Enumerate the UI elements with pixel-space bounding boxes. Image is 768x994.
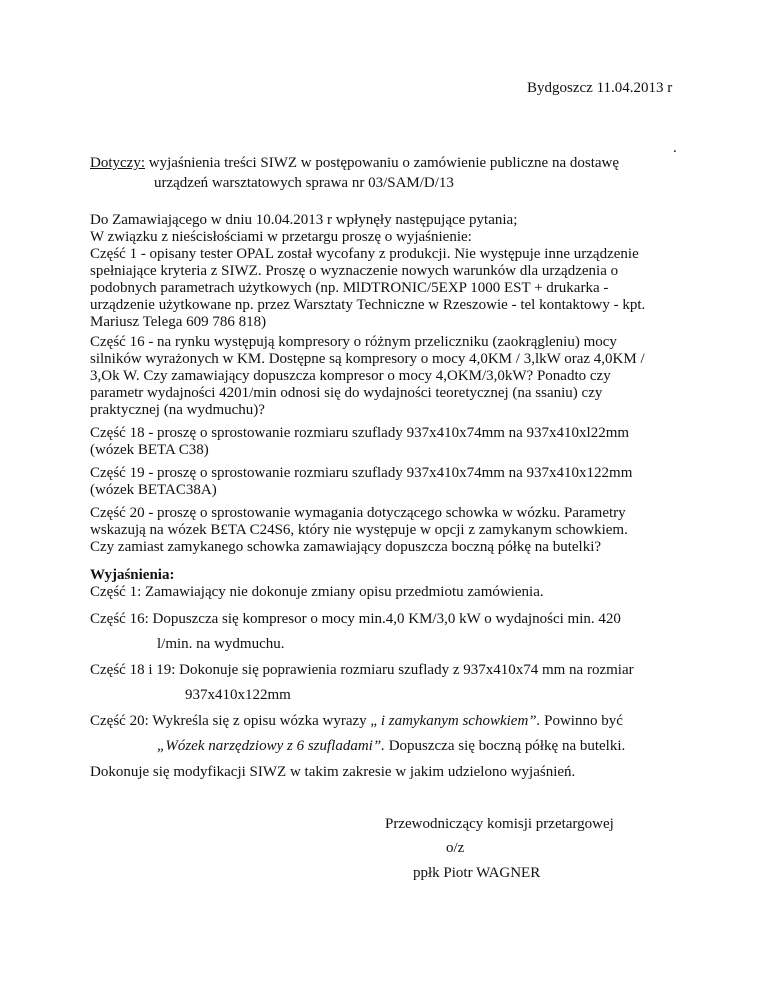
answer-part-18-line-1: Część 18 i 19: Dokonuje się poprawienia rozmiaru szuflady z 937x410x74 mm na rozmiar bbox=[90, 662, 634, 678]
intro-line: spełniające kryteria z SIWZ. Proszę o wyznaczenie nowych warunków dla urządzenia o bbox=[90, 263, 619, 279]
question-line: Część 16 - na rynku występują kompresory o różnym przeliczniku (zaokrągleniu) mocy bbox=[90, 334, 617, 350]
answer-20-text-d: Dopuszcza się boczną półkę na butelki. bbox=[384, 738, 626, 754]
signature-name: ppłk Piotr WAGNER bbox=[413, 865, 541, 881]
question-line: (wózek BETA C38) bbox=[90, 442, 209, 458]
answers-heading: Wyjaśnienia: bbox=[90, 567, 175, 583]
question-line: Część 19 - proszę o sprostowanie rozmiaru szuflady 937x410x74mm na 937x410x122mm bbox=[90, 465, 633, 481]
document-date: Bydgoszcz 11.04.2013 r bbox=[527, 80, 673, 96]
final-statement: Dokonuje się modyfikacji SIWZ w takim zakresie w jakim udzielono wyjaśnień. bbox=[90, 764, 576, 780]
answer-part-1: Część 1: Zamawiający nie dokonuje zmiany opisu przedmiotu zamówienia. bbox=[90, 584, 544, 600]
subject-text-2: urządzeń warsztatowych sprawa nr 03/SAM/D/13 bbox=[154, 175, 454, 191]
answer-part-20-line-2 bbox=[157, 738, 625, 755]
subject-line bbox=[90, 155, 619, 171]
answer-20-text-c: Powinno być bbox=[540, 713, 623, 729]
subject-text-1: wyjaśnienia treści SIWZ w postępowaniu o zamówienie publiczne na dostawę bbox=[144, 155, 620, 171]
intro-line: urządzenie użytkowane np. przez Warsztaty Techniczne w Rzeszowie - tel kontaktowy - kpt. bbox=[90, 297, 646, 313]
question-line: 3,Ok W. Czy zamawiający dopuszcza kompresor o mocy 4,OKM/3,0kW? Ponadto czy bbox=[90, 368, 611, 384]
signature-oz: o/z bbox=[446, 840, 465, 856]
intro-line: Część 1 - opisany tester OPAL został wycofany z produkcji. Nie występuje inne urządzenie bbox=[90, 246, 639, 262]
stray-dot: . bbox=[673, 140, 677, 156]
answer-20-text-a: Część 20: Wykreśla się z opisu wózka wyrazy „ bbox=[90, 713, 381, 729]
question-line: silników wyrażonych w KM. Dostępne są kompresory o mocy 4,0KM / 3,lkW oraz 4,0KM / bbox=[90, 351, 645, 367]
answer-part-20-line-1 bbox=[90, 713, 623, 729]
answer-20-cart-name: „Wózek narzędziowy z 6 szufladami”. bbox=[157, 738, 385, 754]
intro-line: Do Zamawiającego w dniu 10.04.2013 r wpłynęły następujące pytania; bbox=[90, 212, 518, 228]
answer-part-18-line-2: 937x410x122mm bbox=[185, 687, 291, 703]
signature-role: Przewodniczący komisji przetargowej bbox=[385, 816, 614, 832]
question-line: praktycznej (na wydmuchu)? bbox=[90, 402, 265, 418]
question-line: (wózek BETAC38A) bbox=[90, 482, 217, 498]
intro-line: Mariusz Telega 609 786 818) bbox=[90, 314, 267, 330]
answer-part-16-line-2: l/min. na wydmuchu. bbox=[157, 636, 285, 652]
intro-line: W związku z nieścisłościami w przetargu proszę o wyjaśnienie: bbox=[90, 229, 472, 245]
answer-part-16-line-1: Część 16: Dopuszcza się kompresor o mocy min.4,0 KM/3,0 kW o wydajności min. 420 bbox=[90, 611, 621, 627]
question-line: Czy zamiast zamykanego schowka zamawiający dopuszcza boczną półkę na butelki? bbox=[90, 539, 602, 555]
question-line: wskazują na wózek B£TA C24S6, który nie występuje w opcji z zamykanym schowkiem. bbox=[90, 522, 628, 538]
question-line: Część 20 - proszę o sprostowanie wymagania dotyczącego schowka w wózku. Parametry bbox=[90, 505, 626, 521]
question-line: parametr wydajności 4201/min odnosi się do wydajności teoretycznej (na ssaniu) czy bbox=[90, 385, 603, 401]
intro-line: podobnych parametrach użytkowych (np. MlDTRONIC/5EXP 1000 EST + drukarka - bbox=[90, 280, 609, 296]
answer-20-quote: i zamykanym schowkiem”. bbox=[380, 713, 541, 729]
subject-label: Dotyczy: bbox=[90, 155, 145, 171]
question-line: Część 18 - proszę o sprostowanie rozmiaru szuflady 937x410x74mm na 937x410xl22mm bbox=[90, 425, 630, 441]
